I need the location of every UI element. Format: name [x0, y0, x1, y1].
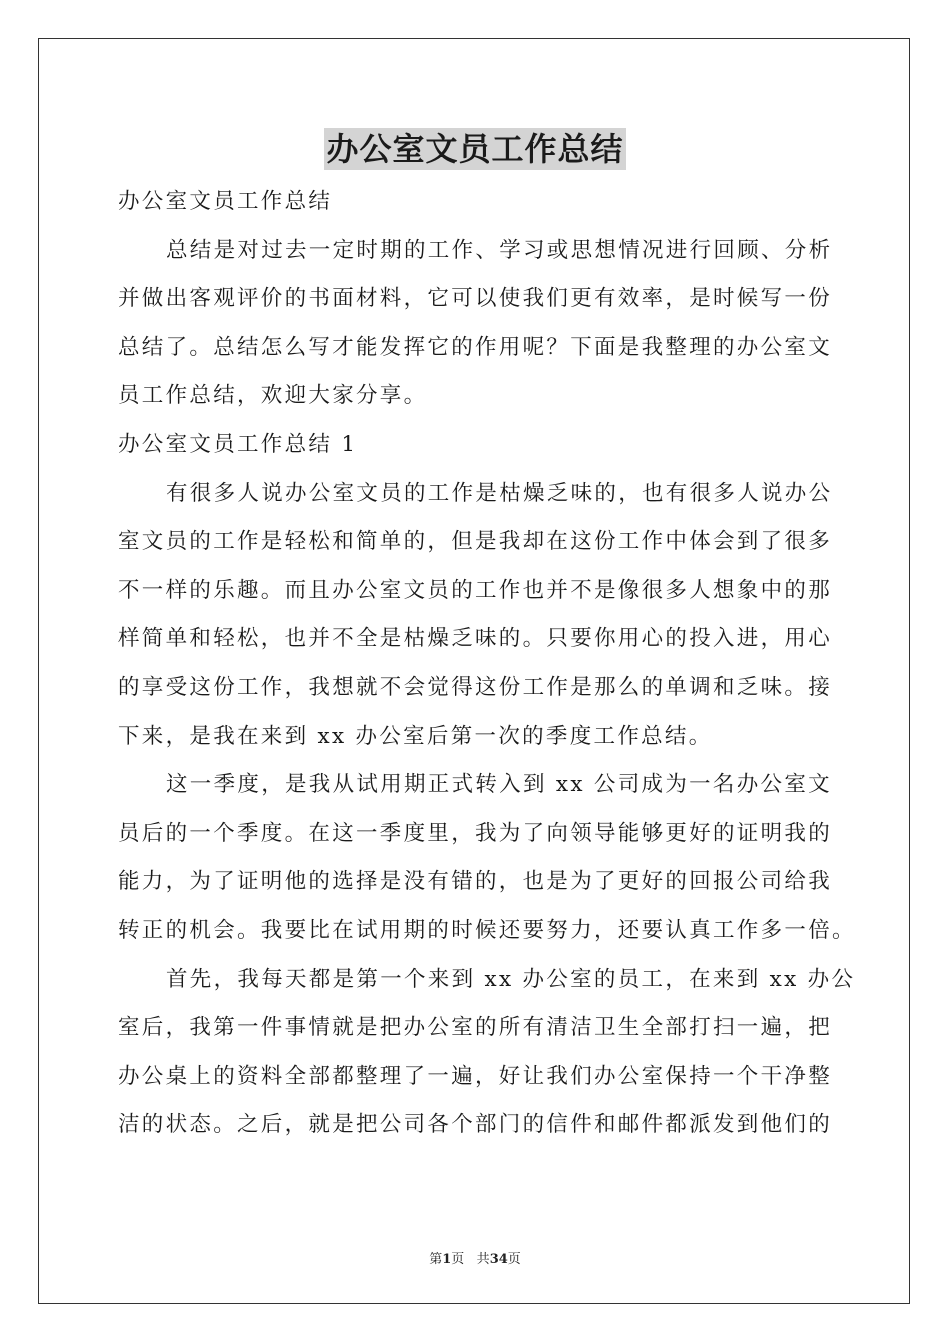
text-line: 不一样的乐趣。而且办公室文员的工作也并不是像很多人想象中的那 — [118, 577, 833, 603]
page-footer — [0, 1248, 950, 1267]
text-line: 并做出客观评价的书面材料，它可以使我们更有效率，是时候写一份 — [118, 286, 833, 312]
footer-total-prefix: 共 — [476, 1252, 490, 1267]
text-line: 办公室文员工作总结 1 — [118, 431, 358, 457]
text-line: 室文员的工作是轻松和简单的，但是我却在这份工作中体会到了很多 — [118, 529, 833, 555]
text-line: 的享受这份工作，我想就不会觉得这份工作是那么的单调和乏味。接 — [118, 674, 833, 700]
total-page-count: 34 — [489, 1252, 508, 1267]
footer-page-unit: 页 — [451, 1252, 465, 1267]
text-line: 这一季度，是我从试用期正式转入到 xx 公司成为一名办公室文 — [166, 772, 832, 798]
current-page-number: 1 — [442, 1252, 452, 1267]
title-wrap — [0, 128, 950, 170]
text-line: 洁的状态。之后，就是把公司各个部门的信件和邮件都派发到他们的 — [118, 1112, 833, 1138]
text-line: 总结是对过去一定时期的工作、学习或思想情况进行回顾、分析 — [166, 237, 833, 263]
text-line: 转正的机会。我要比在试用期的时候还要努力，还要认真工作多一倍。 — [118, 917, 856, 943]
text-line: 能力，为了证明他的选择是没有错的，也是为了更好的回报公司给我 — [118, 869, 833, 895]
text-line: 室后，我第一件事情就是把办公室的所有清洁卫生全部打扫一遍，把 — [118, 1015, 833, 1041]
document-body — [118, 178, 856, 1150]
footer-total-unit: 页 — [507, 1252, 521, 1267]
footer-prefix: 第 — [429, 1252, 443, 1267]
text-line: 有很多人说办公室文员的工作是枯燥乏味的，也有很多人说办公 — [166, 480, 833, 506]
text-line: 员工作总结，欢迎大家分享。 — [118, 383, 428, 409]
text-line: 下来，是我在来到 xx 办公室后第一次的季度工作总结。 — [118, 723, 713, 749]
text-line: 样简单和轻松，也并不全是枯燥乏味的。只要你用心的投入进，用心 — [118, 626, 833, 652]
text-line: 首先，我每天都是第一个来到 xx 办公室的员工，在来到 xx 办公 — [166, 966, 856, 992]
text-line: 员后的一个季度。在这一季度里，我为了向领导能够更好的证明我的 — [118, 820, 833, 846]
text-line: 办公室文员工作总结 — [118, 189, 333, 214]
text-line: 总结了。总结怎么写才能发挥它的作用呢？下面是我整理的办公室文 — [118, 334, 833, 360]
text-line: 办公桌上的资料全部都整理了一遍，好让我们办公室保持一个干净整 — [118, 1063, 833, 1089]
document-title: 办公室文员工作总结 — [326, 130, 624, 168]
